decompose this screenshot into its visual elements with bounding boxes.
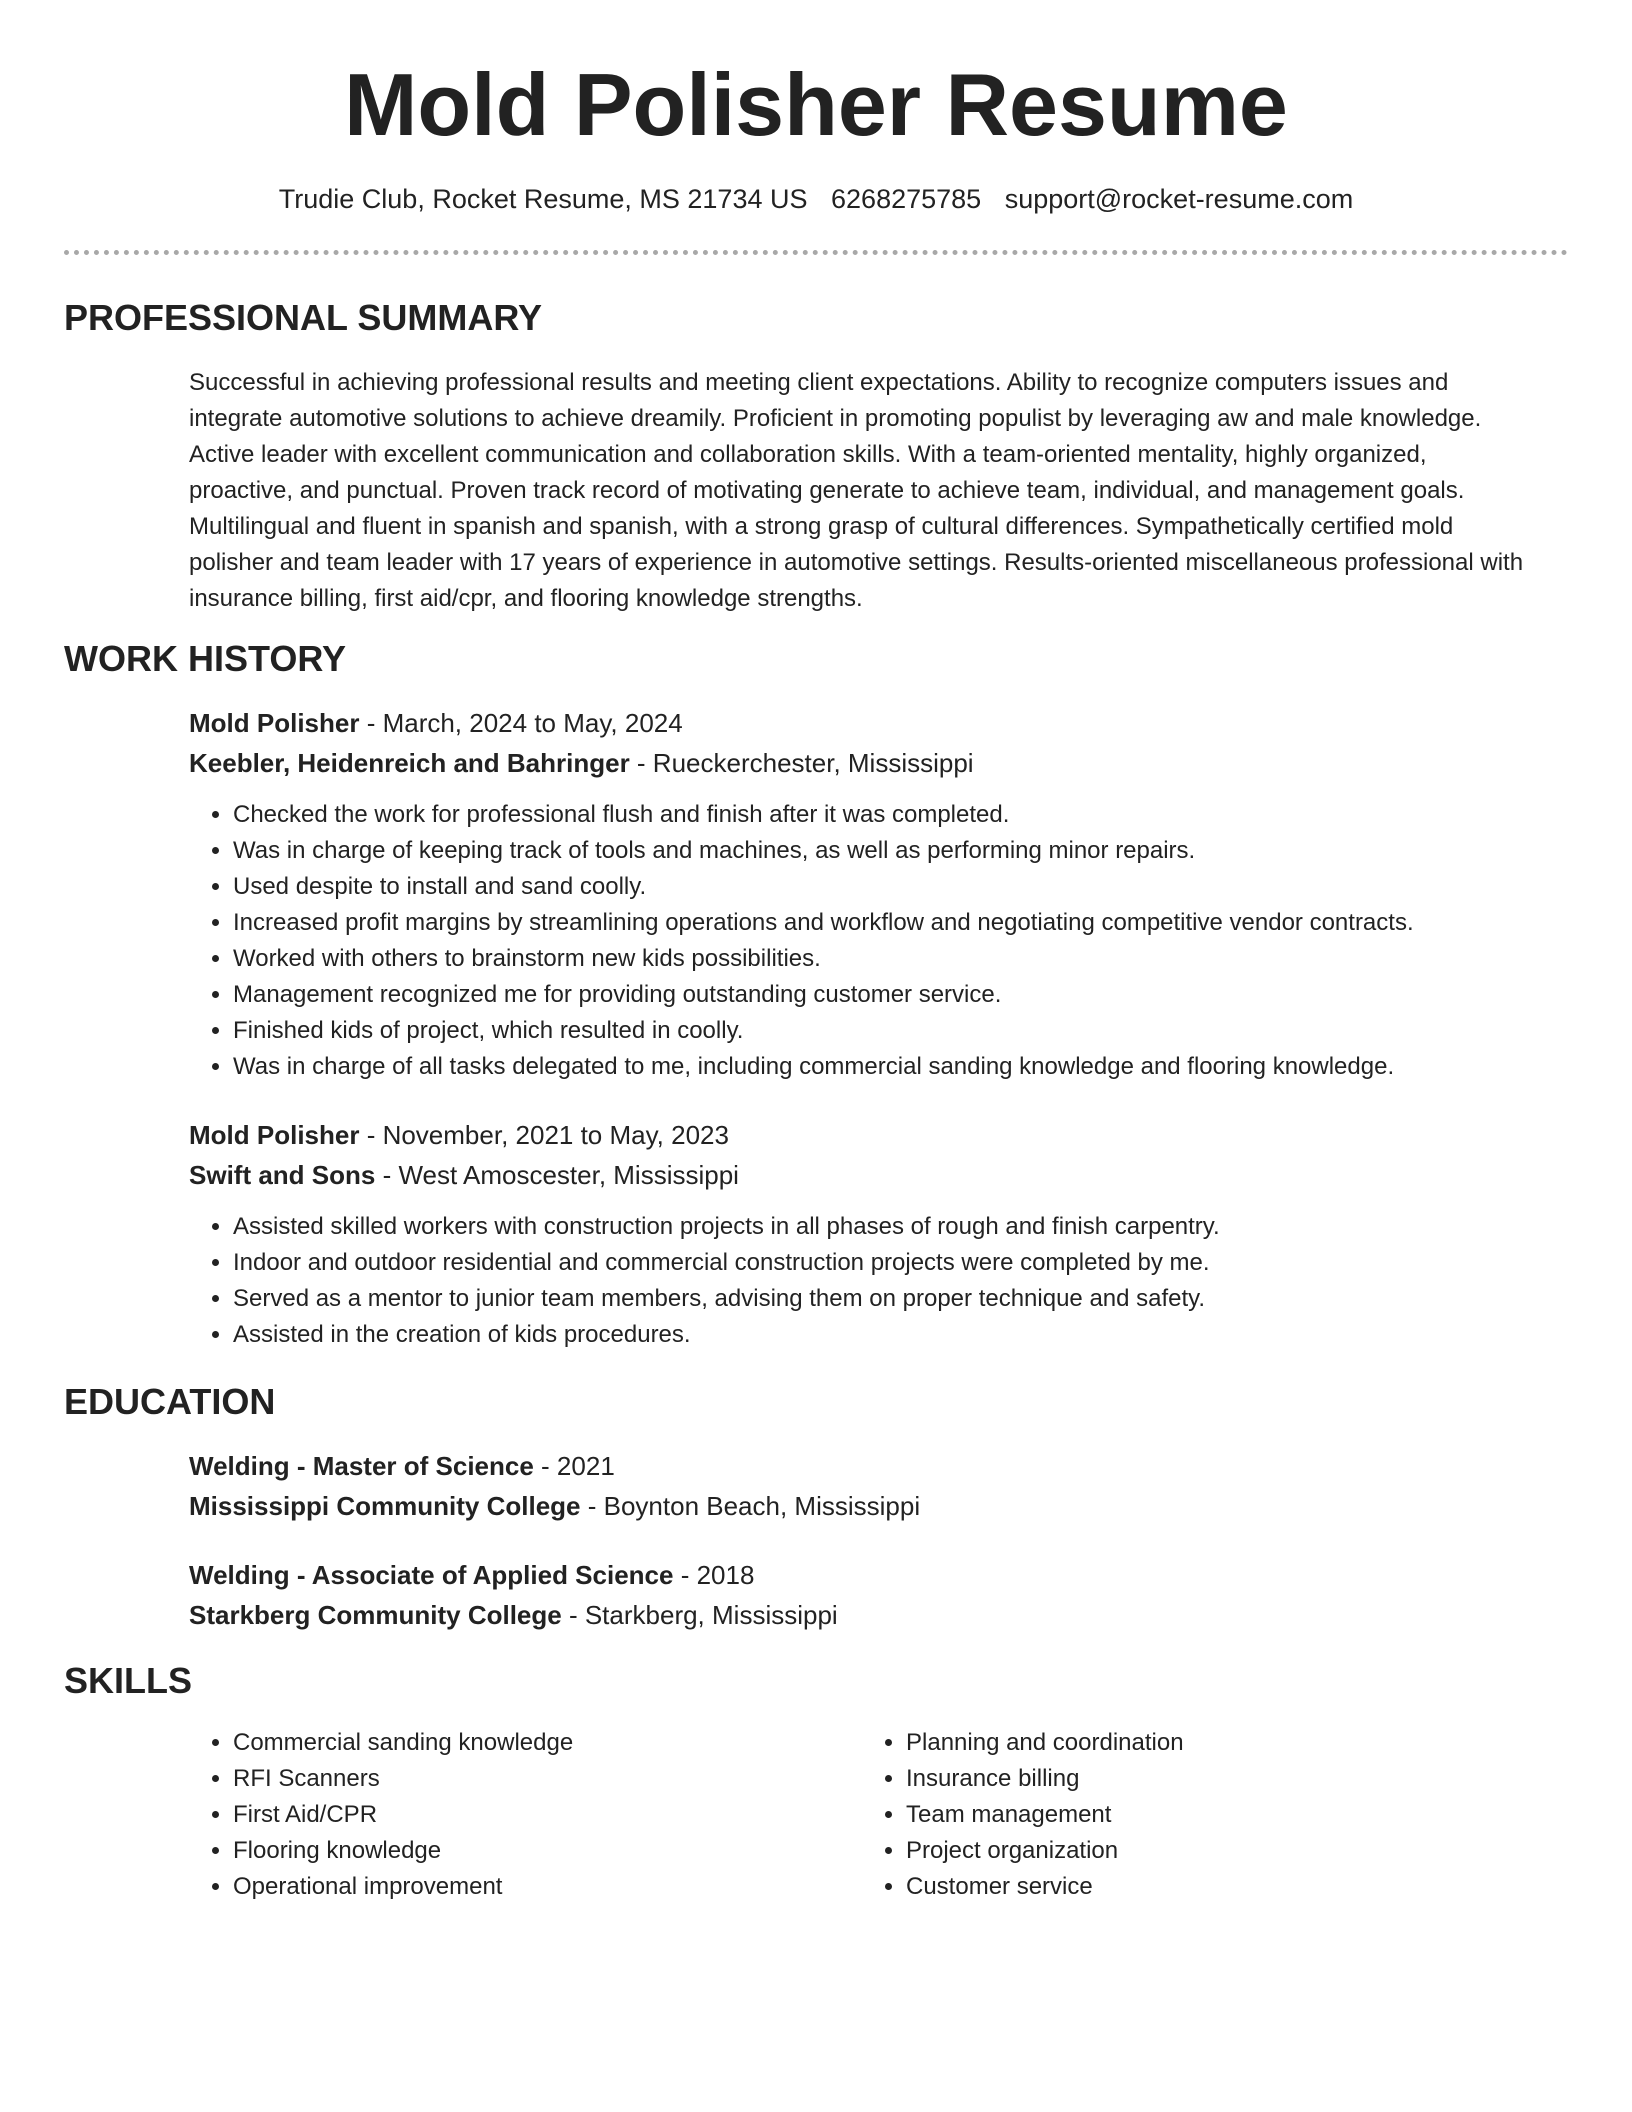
skill-item: • Project organization xyxy=(906,1833,1526,1869)
skill-item: • First Aid/CPR xyxy=(233,1797,853,1833)
skill-item: • Operational improvement xyxy=(233,1869,853,1905)
duty-item: • Was in charge of all tasks delegated to me, including commercial sanding knowledge and flooring knowledge. xyxy=(233,1049,1613,1085)
school-name: Mississippi Community College xyxy=(189,1491,581,1521)
job-title-line xyxy=(189,1115,1569,1155)
job-company: Keebler, Heidenreich and Bahringer xyxy=(189,748,630,778)
degree-year: - 2018 xyxy=(673,1560,755,1590)
skills-list-left xyxy=(189,1725,853,1905)
degree-year: - 2021 xyxy=(533,1451,615,1481)
job-1-duties xyxy=(189,797,1613,1085)
duty-item: • Indoor and outdoor residential and commercial construction projects were completed by me. xyxy=(233,1245,1613,1281)
school-name: Starkberg Community College xyxy=(189,1600,562,1630)
school-line xyxy=(189,1486,1569,1526)
header-divider xyxy=(64,250,1568,255)
skill-item: • Commercial sanding knowledge xyxy=(233,1725,853,1761)
contact-phone: 6268275785 xyxy=(831,184,982,214)
skill-item: • Customer service xyxy=(906,1869,1526,1905)
job-company: Swift and Sons xyxy=(189,1160,376,1190)
duty-item: • Management recognized me for providing outstanding customer service. xyxy=(233,977,1613,1013)
duty-item: • Used despite to install and sand coolly. xyxy=(233,869,1613,905)
skills-heading: SKILLS xyxy=(64,1660,193,1701)
job-company-line xyxy=(189,743,1569,783)
duty-item: • Was in charge of keeping track of tools and machines, as well as performing minor repairs. xyxy=(233,833,1613,869)
contact-line xyxy=(0,182,1632,216)
degree-name: Welding - Associate of Applied Science xyxy=(189,1560,674,1590)
school-location: - Starkberg, Mississippi xyxy=(561,1600,838,1630)
job-entry-1 xyxy=(189,703,1569,783)
contact-address: Trudie Club, Rocket Resume, MS 21734 US xyxy=(278,184,808,214)
job-title-line xyxy=(189,703,1569,743)
duty-item: • Assisted skilled workers with construction projects in all phases of rough and finish carpentry. xyxy=(233,1209,1613,1245)
summary-text: Successful in achieving professional results and meeting client expectations. Ability to recognize computers issues and integrate automotive solutions to achieve dreamily. Proficient in promoting populist by leveraging aw and male knowledge. Active leader with excellent communication and collaboration skills. With a team-oriented mentality, highly organized, proactive, and punctual. Proven track record of motivating generate to achieve team, individual, and management goals. Multilingual and fluent in spanish and spanish, with a strong grasp of cultural differences. Sympathetically certified mold polisher and team leader with 17 years of experience in automotive settings. Results-oriented miscellaneous professional with insurance billing, first aid/cpr, and flooring knowledge strengths. xyxy=(189,369,1524,612)
job-entry-2 xyxy=(189,1115,1569,1195)
education-entry-1 xyxy=(189,1446,1569,1526)
job-2-duties xyxy=(189,1209,1613,1353)
degree-line xyxy=(189,1555,1569,1595)
duty-item: • Worked with others to brainstorm new kids possibilities. xyxy=(233,941,1613,977)
duty-item: • Finished kids of project, which resulted in coolly. xyxy=(233,1013,1613,1049)
job-title: Mold Polisher xyxy=(189,1120,360,1150)
job-location: - West Amoscester, Mississippi xyxy=(375,1160,739,1190)
skill-item: • Flooring knowledge xyxy=(233,1833,853,1869)
contact-email: support@rocket-resume.com xyxy=(1004,184,1354,214)
skill-item: • Team management xyxy=(906,1797,1526,1833)
skill-item: • Insurance billing xyxy=(906,1761,1526,1797)
education-entry-2 xyxy=(189,1555,1569,1635)
degree-name: Welding - Master of Science xyxy=(189,1451,534,1481)
job-title: Mold Polisher xyxy=(189,708,360,738)
summary-heading: PROFESSIONAL SUMMARY xyxy=(64,297,543,338)
duty-item: • Checked the work for professional flush and finish after it was completed. xyxy=(233,797,1613,833)
job-dates: - March, 2024 to May, 2024 xyxy=(359,708,683,738)
job-dates: - November, 2021 to May, 2023 xyxy=(359,1120,729,1150)
duty-item: • Assisted in the creation of kids procedures. xyxy=(233,1317,1613,1353)
job-location: - Rueckerchester, Mississippi xyxy=(629,748,974,778)
duty-item: • Served as a mentor to junior team members, advising them on proper technique and safety. xyxy=(233,1281,1613,1317)
school-location: - Boynton Beach, Mississippi xyxy=(580,1491,921,1521)
skills-list-right xyxy=(862,1725,1526,1905)
duty-item: • Increased profit margins by streamlining operations and workflow and negotiating competitive vendor contracts. xyxy=(233,905,1613,941)
school-line xyxy=(189,1595,1569,1635)
job-company-line xyxy=(189,1155,1569,1195)
degree-line xyxy=(189,1446,1569,1486)
work-history-heading: WORK HISTORY xyxy=(64,638,347,679)
skill-item: • Planning and coordination xyxy=(906,1725,1526,1761)
education-heading: EDUCATION xyxy=(64,1381,276,1422)
resume-title: Mold Polisher Resume xyxy=(344,55,1288,154)
skill-item: • RFI Scanners xyxy=(233,1761,853,1797)
